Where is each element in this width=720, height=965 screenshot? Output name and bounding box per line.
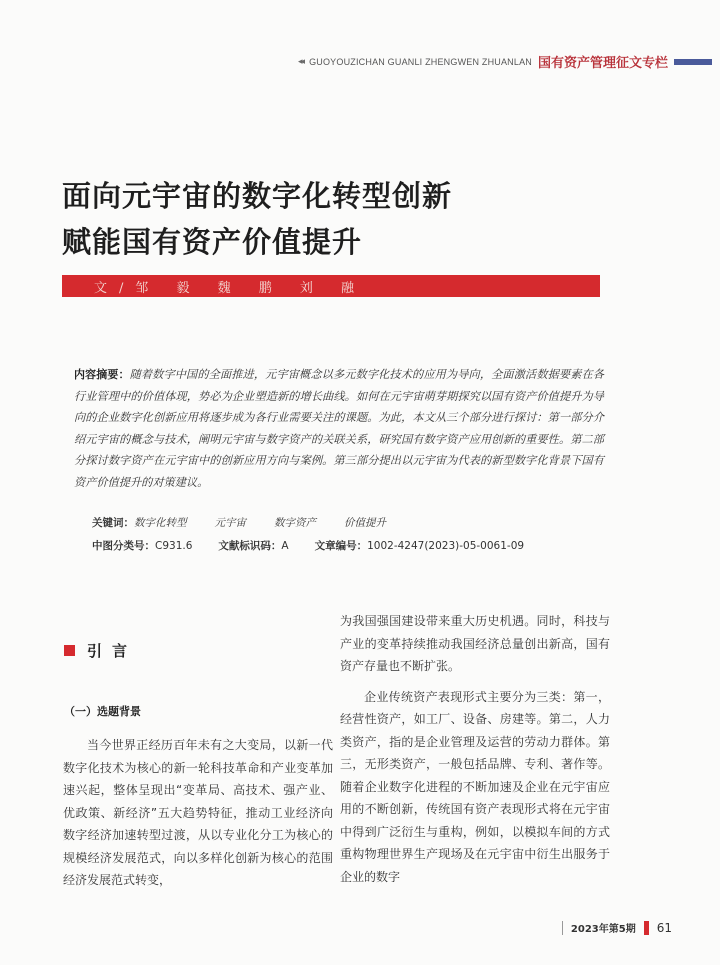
keyword: 数字资产 (274, 517, 316, 529)
header-bar (674, 59, 712, 65)
issue-label: 2023年第5期 (570, 924, 636, 935)
running-header (298, 52, 712, 71)
paragraph: 为我国强国建设带来重大历史机遇。同时，科技与产业的变革持续推动我国经济总量创出新高，国有资产存量也不断扩张。 (340, 614, 610, 673)
section-heading (64, 640, 137, 661)
abstract-text: 随着数字中国的全面推进，元宇宙概念以多元数字化技术的应用为导向，全面激活数据要素在各行业管理中的价值体现，势必为企业塑造新的增长曲线。如何在元宇宙萌芽期探究以国有资产价值提升为导向的企业数字化创新应用将逐步成为各行业需要关注的课题。为此，本文从三个部分进行探讨：第一部分介绍元宇宙的概念与技术，阐明元宇宙与数字资产的关联关系，研究国有数字资产应用创新的重要性。第二部分探讨数字资产在元宇宙中的创新应用方向与案例。第三部分提出以元宇宙为代表的新型数字化背景下国有资产价值提升的对策建议。 (74, 368, 604, 489)
doc-value: A (281, 540, 289, 552)
keyword: 数字化转型 (134, 517, 187, 529)
clc-label: 中图分类号： (92, 540, 155, 552)
article-number (315, 538, 524, 553)
doc-label: 文献标识码： (218, 540, 282, 552)
article-title (62, 173, 452, 265)
art-value: 1002-4247(2023)-05-0061-09 (367, 540, 525, 552)
page-number: 61 (656, 920, 672, 935)
footer-red-bar (644, 921, 649, 935)
section-square-icon (64, 645, 75, 656)
keywords-row (92, 515, 414, 530)
authors: 文/邹 毅 魏 鹏 刘 融 (94, 280, 367, 296)
header-arrows-icon: ◂◂ (298, 56, 304, 67)
title-line-2: 赋能国有资产价值提升 (62, 225, 363, 259)
keywords-label: 关键词： (92, 517, 134, 529)
page-footer (562, 920, 672, 935)
column-title: 国有资产管理征文专栏 (537, 56, 668, 71)
art-label: 文章编号： (314, 540, 368, 552)
author-bar (62, 275, 600, 297)
header-pinyin: GUOYOUZICHAN GUANLI ZHENGWEN ZHUANLAN (309, 56, 532, 67)
paragraph: 当今世界正经历百年未有之大变局，以新一代数字化技术为核心的新一轮科技革命和产业变革加速兴起，整体呈现出“变革局、高技术、强产业、优政策、新经济”五大趋势特征，推动工业经济向数字经济加速转型过渡，从以专业化分工为核心的规模经济发展范式，向以多样化创新为核心的范围经济发展范式转变， (63, 738, 333, 887)
section-heading-text: 引言 (87, 642, 138, 660)
doc-code (218, 538, 288, 553)
title-line-1: 面向元宇宙的数字化转型创新 (62, 179, 453, 213)
abstract (74, 364, 604, 493)
subsection-heading: （一）选题背景 (64, 705, 141, 718)
keyword: 价值提升 (344, 517, 386, 529)
footer-divider (562, 921, 563, 935)
clc-number (92, 538, 192, 553)
abstract-label: 内容摘要： (74, 368, 130, 381)
body-column-right (340, 610, 610, 888)
paragraph: 企业传统资产表现形式主要分为三类：第一，经营性资产，如工厂、设备、房建等。第二，人力类资产，指的是企业管理及运营的劳动力群体。第三，无形类资产，一般包括品牌、专利、著作等。随着企业数字化进程的不断加速及企业在元宇宙应用的不断创新，传统国有资产表现形式将在元宇宙中得到广泛衍生与重构，例如，以模拟车间的方式重构物理世界生产现场及在元宇宙中衍生出服务于企业的数字 (340, 689, 610, 884)
clc-value: C931.6 (155, 540, 193, 552)
keyword: 元宇宙 (214, 517, 246, 529)
body-column-left (63, 734, 333, 892)
classification-row (92, 538, 550, 553)
